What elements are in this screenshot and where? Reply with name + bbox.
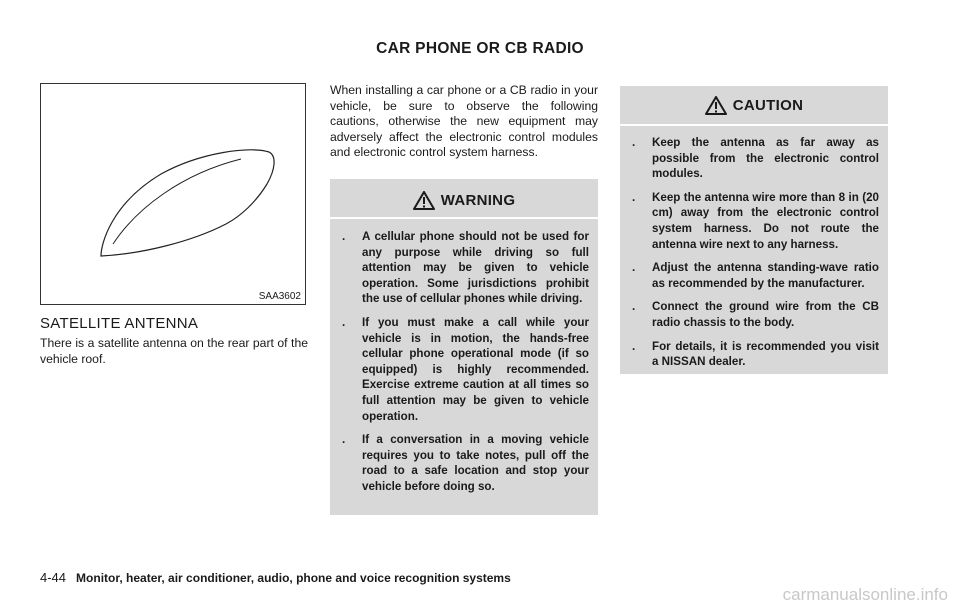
caution-title: CAUTION [732,96,804,114]
page-footer [40,570,511,585]
watermark: carmanualsonline.info [782,585,948,604]
intro-text: When installing a car phone or a CB radio in your vehicle, be sure to observe the following cautions, otherwise the new equipment may adversely affect the electronic control modules and electronic control system harness. [330,83,598,160]
antenna-illustration [41,84,305,304]
warning-divider [330,217,598,219]
section-title: CAR PHONE OR CB RADIO [376,40,584,57]
caution-triangle-icon [705,96,727,115]
caution-header [620,86,888,124]
figure-code: SAA3602 [258,291,301,302]
warning-triangle-icon [413,191,435,210]
warning-item: . A cellular phone should not be used for any purpose while driving so full attention may be given to vehicle operation. Some jurisdictions prohibit the use of cellular phones while driving. [342,230,589,306]
caution-box [620,86,888,374]
caution-divider [620,124,888,126]
warning-title: WARNING [440,191,516,209]
caution-item: . Keep the antenna as far away as possible from the electronic control modules. [632,136,879,181]
satellite-antenna-heading: SATELLITE ANTENNA [40,315,199,332]
warning-item: . If a conversation in a moving vehicle requires you to take notes, pull off the road to a safe location and stop your vehicle before doing so. [342,433,589,493]
chapter-title: Monitor, heater, air conditioner, audio, phone and voice recognition systems [76,571,511,585]
page-number: 4-44 [40,570,67,585]
warning-item: . If you must make a call while your vehicle is in motion, the hands-free cellular phone operational mode (if so equipped) is highly recommended. Exercise extreme caution at all times so full attention may be given to vehicle operation. [342,315,589,423]
satellite-antenna-figure [40,83,306,305]
caution-list [630,135,879,378]
warning-header [330,181,598,219]
caution-item: . Connect the ground wire from the CB radio chassis to the body. [632,300,879,329]
warning-box [330,179,598,515]
satellite-antenna-text: There is a satellite antenna on the rear part of the vehicle roof. [40,336,308,366]
caution-item: . For details, it is recommended you visit a NISSAN dealer. [632,339,879,369]
caution-item: . Keep the antenna wire more than 8 in (20 cm) away from the electronic control system harness. Do not route the antenna wire next to any harness. [632,190,879,251]
caution-item: . Adjust the antenna standing-wave ratio as recommended by the manufacturer. [632,261,879,290]
warning-list [340,229,589,503]
